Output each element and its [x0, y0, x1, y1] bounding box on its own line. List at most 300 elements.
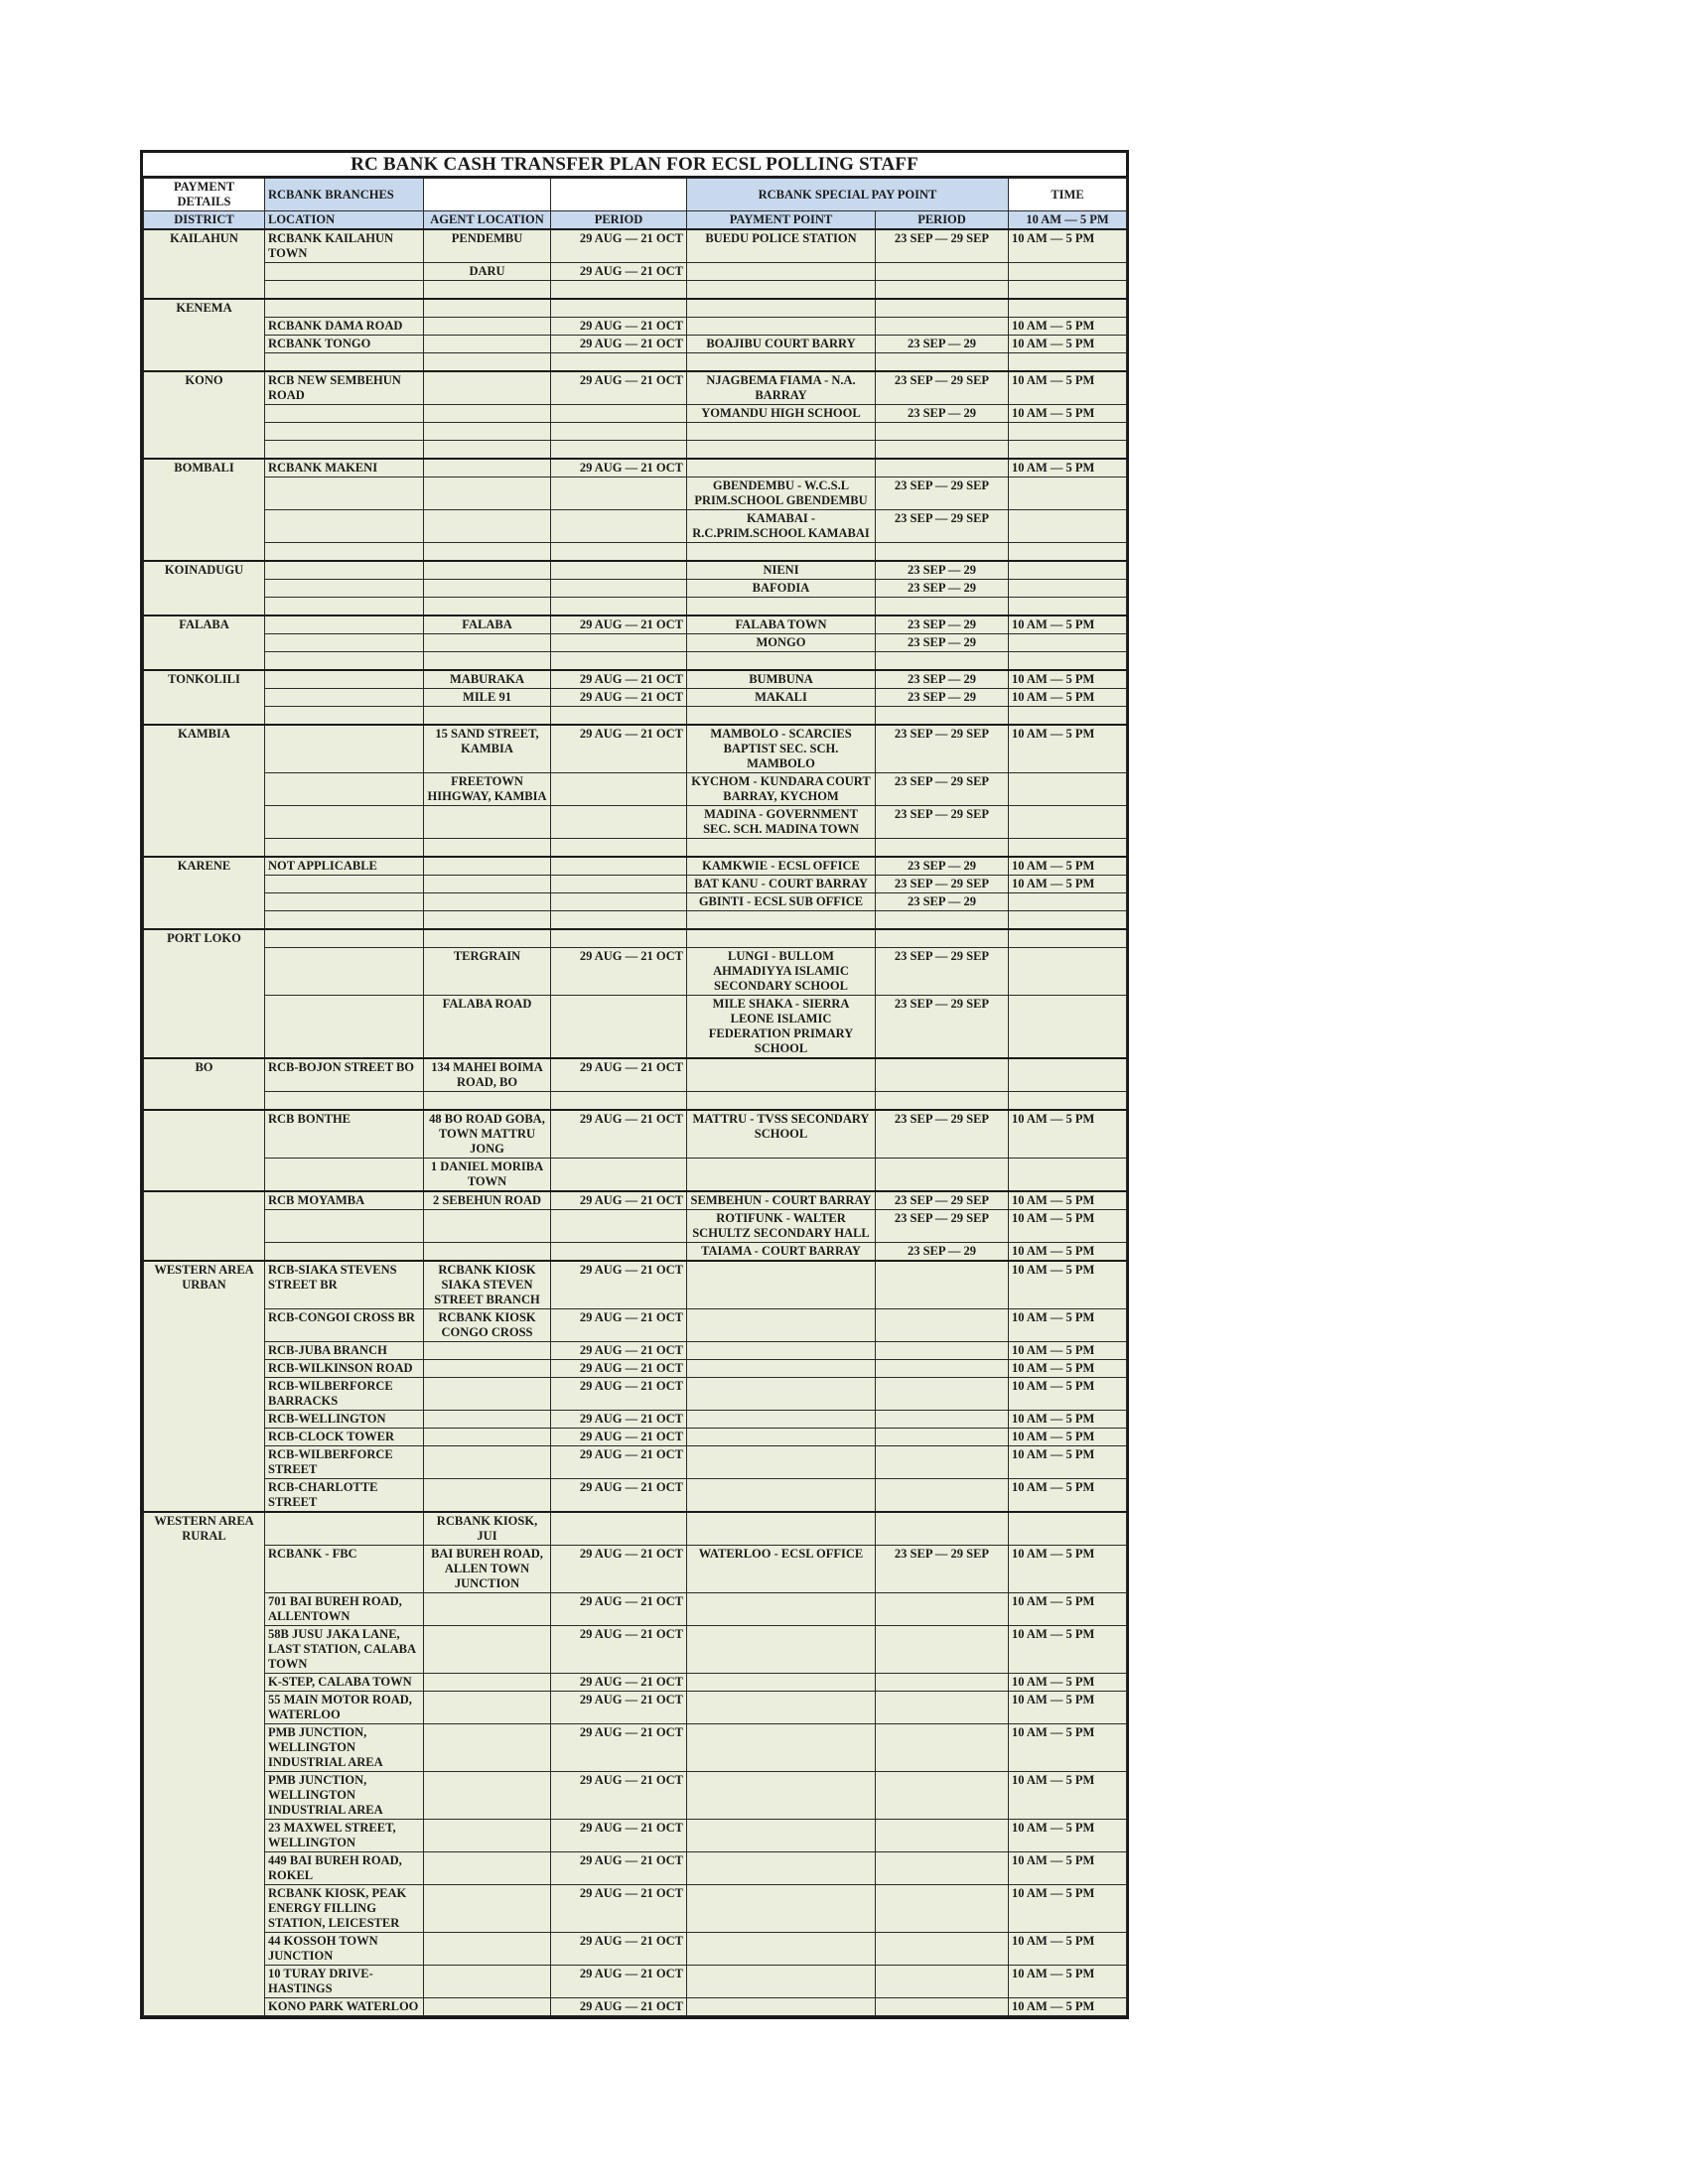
table-row: [144, 1210, 1127, 1243]
time-cell: 10 AM — 5 PM: [1009, 1110, 1127, 1159]
agent-location-cell: [424, 459, 551, 478]
agent-location-cell: [424, 911, 551, 930]
payment-point-cell: [687, 1360, 876, 1378]
table-row: [144, 876, 1127, 893]
agent-location-cell: [424, 1342, 551, 1360]
payment-point-cell: NIENI: [687, 561, 876, 580]
branch-location-cell: [265, 510, 424, 543]
table-row: [144, 1309, 1127, 1342]
payment-point-cell: [687, 1342, 876, 1360]
branch-location-cell: [265, 670, 424, 689]
payment-point-cell: [687, 707, 876, 726]
branch-location-cell: [265, 353, 424, 372]
branch-period-cell: [551, 773, 687, 806]
payment-point-cell: MILE SHAKA - SIERRA LEONE ISLAMIC FEDERATION PRIMARY SCHOOL: [687, 996, 876, 1059]
agent-location-cell: [424, 893, 551, 911]
table-row: [144, 371, 1127, 405]
payment-point-cell: MATTRU - TVSS SECONDARY SCHOOL: [687, 1110, 876, 1159]
agent-location-cell: [424, 876, 551, 893]
time-cell: [1009, 598, 1127, 616]
time-cell: [1009, 281, 1127, 300]
branch-location-cell: RCBANK TONGO: [265, 336, 424, 353]
branch-period-cell: [551, 876, 687, 893]
time-range-header: 10 AM — 5 PM: [1009, 211, 1127, 230]
branch-location-cell: [265, 423, 424, 441]
branch-location-cell: [265, 725, 424, 773]
branch-location-cell: RCBANK - FBC: [265, 1546, 424, 1593]
special-period-cell: 23 SEP — 29 SEP: [876, 371, 1009, 405]
table-row: [144, 1724, 1127, 1772]
table-row: [144, 543, 1127, 562]
branch-location-cell: [265, 441, 424, 460]
payment-point-cell: TAIAMA - COURT BARRAY: [687, 1243, 876, 1262]
payment-point-cell: MAKALI: [687, 689, 876, 707]
branch-location-cell: PMB JUNCTION, WELLINGTON INDUSTRIAL AREA: [265, 1724, 424, 1772]
branch-period-cell: [551, 543, 687, 562]
time-cell: [1009, 652, 1127, 671]
cash-transfer-plan-sheet: [140, 150, 1129, 2019]
district-cell: [144, 1110, 265, 1191]
agent-location-cell: [424, 478, 551, 510]
table-row: [144, 1820, 1127, 1852]
time-cell: [1009, 263, 1127, 281]
agent-location-header: AGENT LOCATION: [424, 211, 551, 230]
payment-point-header: PAYMENT POINT: [687, 211, 876, 230]
table-row: [144, 281, 1127, 300]
agent-location-cell: 1 DANIEL MORIBA TOWN: [424, 1159, 551, 1192]
branch-period-cell: 29 AUG — 21 OCT: [551, 689, 687, 707]
payment-point-cell: [687, 1966, 876, 1998]
special-period-cell: [876, 1360, 1009, 1378]
payment-point-cell: [687, 598, 876, 616]
branch-period-cell: 29 AUG — 21 OCT: [551, 263, 687, 281]
time-cell: [1009, 1512, 1127, 1546]
branch-location-cell: [265, 1210, 424, 1243]
agent-location-cell: [424, 580, 551, 598]
special-period-cell: 23 SEP — 29: [876, 634, 1009, 652]
branch-period-cell: [551, 652, 687, 671]
time-cell: 10 AM — 5 PM: [1009, 229, 1127, 263]
table-row: [144, 948, 1127, 996]
agent-location-cell: 2 SEBEHUN ROAD: [424, 1191, 551, 1210]
table-row: [144, 839, 1127, 858]
table-row: [144, 1191, 1127, 1210]
branch-period-cell: 29 AUG — 21 OCT: [551, 1360, 687, 1378]
table-row: [144, 561, 1127, 580]
branch-location-cell: RCB-WILBERFORCE STREET: [265, 1446, 424, 1479]
district-cell: FALABA: [144, 615, 265, 670]
table-row: [144, 996, 1127, 1059]
branch-location-cell: [265, 996, 424, 1059]
district-cell: WESTERN AREA URBAN: [144, 1261, 265, 1512]
special-period-cell: [876, 1159, 1009, 1192]
branch-location-cell: [265, 299, 424, 318]
branch-location-cell: RCB NEW SEMBEHUN ROAD: [265, 371, 424, 405]
special-period-cell: [876, 441, 1009, 460]
table-row: [144, 1342, 1127, 1360]
special-period-cell: [876, 299, 1009, 318]
payment-point-cell: [687, 318, 876, 336]
district-cell: BO: [144, 1058, 265, 1110]
agent-location-cell: [424, 371, 551, 405]
agent-location-cell: [424, 929, 551, 948]
special-period-cell: [876, 1058, 1009, 1092]
payment-point-cell: [687, 353, 876, 372]
payment-point-cell: [687, 1411, 876, 1429]
branch-location-cell: K-STEP, CALABA TOWN: [265, 1674, 424, 1692]
special-period-cell: [876, 281, 1009, 300]
agent-location-cell: [424, 839, 551, 858]
time-cell: 10 AM — 5 PM: [1009, 1243, 1127, 1262]
payment-point-cell: BOAJIBU COURT BARRY: [687, 336, 876, 353]
time-cell: 10 AM — 5 PM: [1009, 670, 1127, 689]
table-row: [144, 893, 1127, 911]
payment-point-cell: [687, 543, 876, 562]
agent-location-cell: [424, 281, 551, 300]
time-cell: [1009, 707, 1127, 726]
agent-location-cell: PENDEMBU: [424, 229, 551, 263]
agent-location-cell: [424, 318, 551, 336]
branch-period-cell: 29 AUG — 21 OCT: [551, 615, 687, 634]
table-row: [144, 318, 1127, 336]
time-cell: [1009, 839, 1127, 858]
payment-point-cell: FALABA TOWN: [687, 615, 876, 634]
branch-location-cell: RCB-JUBA BRANCH: [265, 1342, 424, 1360]
agent-location-cell: [424, 423, 551, 441]
special-period-cell: [876, 353, 1009, 372]
table-row: [144, 1479, 1127, 1513]
agent-location-cell: [424, 1885, 551, 1933]
branch-period-cell: 29 AUG — 21 OCT: [551, 1342, 687, 1360]
special-period-cell: 23 SEP — 29 SEP: [876, 1110, 1009, 1159]
branch-location-cell: 55 MAIN MOTOR ROAD, WATERLOO: [265, 1692, 424, 1724]
branch-period-cell: 29 AUG — 21 OCT: [551, 371, 687, 405]
branch-location-cell: RCBANK DAMA ROAD: [265, 318, 424, 336]
agent-location-cell: DARU: [424, 263, 551, 281]
agent-location-cell: [424, 1852, 551, 1885]
branch-period-cell: 29 AUG — 21 OCT: [551, 1378, 687, 1411]
agent-location-cell: RCBANK KIOSK SIAKA STEVEN STREET BRANCH: [424, 1261, 551, 1309]
payment-point-cell: MONGO: [687, 634, 876, 652]
special-period-cell: 23 SEP — 29: [876, 405, 1009, 423]
special-period-cell: [876, 1261, 1009, 1309]
agent-location-cell: [424, 299, 551, 318]
time-cell: 10 AM — 5 PM: [1009, 318, 1127, 336]
branch-location-cell: RCB BONTHE: [265, 1110, 424, 1159]
payment-point-cell: [687, 1446, 876, 1479]
agent-location-cell: [424, 353, 551, 372]
time-cell: [1009, 806, 1127, 839]
time-cell: [1009, 929, 1127, 948]
special-period-cell: 23 SEP — 29 SEP: [876, 773, 1009, 806]
branch-period-cell: 29 AUG — 21 OCT: [551, 459, 687, 478]
table-row: [144, 353, 1127, 372]
table-row: [144, 1429, 1127, 1446]
special-period-cell: [876, 652, 1009, 671]
time-cell: 10 AM — 5 PM: [1009, 1210, 1127, 1243]
branch-location-cell: RCB-WELLINGTON: [265, 1411, 424, 1429]
branch-period-cell: 29 AUG — 21 OCT: [551, 1593, 687, 1626]
time-cell: 10 AM — 5 PM: [1009, 1674, 1127, 1692]
time-cell: [1009, 1092, 1127, 1111]
branch-period-cell: [551, 441, 687, 460]
agent-location-cell: [424, 561, 551, 580]
agent-location-cell: [424, 1360, 551, 1378]
time-cell: [1009, 353, 1127, 372]
time-cell: 10 AM — 5 PM: [1009, 459, 1127, 478]
time-cell: 10 AM — 5 PM: [1009, 1692, 1127, 1724]
branch-period-cell: 29 AUG — 21 OCT: [551, 670, 687, 689]
payment-point-cell: [687, 1852, 876, 1885]
table-row: [144, 773, 1127, 806]
time-cell: 10 AM — 5 PM: [1009, 336, 1127, 353]
payment-point-cell: [687, 1933, 876, 1966]
branch-location-cell: RCB-BOJON STREET BO: [265, 1058, 424, 1092]
table-row: [144, 929, 1127, 948]
table-row: [144, 1411, 1127, 1429]
blank-header-cell: [551, 179, 687, 211]
district-cell: KAILAHUN: [144, 229, 265, 299]
branch-period-cell: 29 AUG — 21 OCT: [551, 229, 687, 263]
district-header: DISTRICT: [144, 211, 265, 230]
time-cell: 10 AM — 5 PM: [1009, 857, 1127, 876]
payment-point-cell: [687, 1092, 876, 1111]
branch-period-cell: [551, 1159, 687, 1192]
special-period-cell: [876, 423, 1009, 441]
branch-location-cell: [265, 893, 424, 911]
branch-period-cell: 29 AUG — 21 OCT: [551, 1724, 687, 1772]
subheader-row: [144, 211, 1127, 230]
payment-point-cell: KAMABAI - R.C.PRIM.SCHOOL KAMABAI: [687, 510, 876, 543]
payment-point-cell: [687, 652, 876, 671]
plan-body: [144, 229, 1127, 2016]
branch-period-cell: 29 AUG — 21 OCT: [551, 1966, 687, 1998]
district-cell: WESTERN AREA RURAL: [144, 1512, 265, 2016]
special-period-cell: [876, 1772, 1009, 1820]
branch-location-cell: 10 TURAY DRIVE-HASTINGS: [265, 1966, 424, 1998]
table-row: [144, 1261, 1127, 1309]
time-header: TIME: [1009, 179, 1127, 211]
payment-point-cell: [687, 1998, 876, 2016]
payment-point-cell: BAT KANU - COURT BARRAY: [687, 876, 876, 893]
special-period-cell: [876, 598, 1009, 616]
payment-point-cell: YOMANDU HIGH SCHOOL: [687, 405, 876, 423]
agent-location-cell: [424, 1446, 551, 1479]
time-cell: [1009, 1058, 1127, 1092]
branch-period-cell: 29 AUG — 21 OCT: [551, 1820, 687, 1852]
time-cell: [1009, 423, 1127, 441]
branch-period-cell: [551, 478, 687, 510]
table-row: [144, 336, 1127, 353]
branch-location-cell: RCB-SIAKA STEVENS STREET BR: [265, 1261, 424, 1309]
table-row: [144, 1885, 1127, 1933]
payment-point-cell: [687, 1159, 876, 1192]
payment-point-cell: [687, 911, 876, 930]
special-period-cell: [876, 263, 1009, 281]
branch-period-cell: 29 AUG — 21 OCT: [551, 1852, 687, 1885]
special-period-cell: 23 SEP — 29: [876, 1243, 1009, 1262]
table-row: [144, 299, 1127, 318]
special-period-cell: 23 SEP — 29: [876, 857, 1009, 876]
branch-location-cell: RCB MOYAMBA: [265, 1191, 424, 1210]
special-period-cell: 23 SEP — 29 SEP: [876, 510, 1009, 543]
payment-point-cell: [687, 1626, 876, 1674]
special-period-cell: [876, 929, 1009, 948]
branch-location-cell: [265, 911, 424, 930]
payment-point-cell: [687, 1512, 876, 1546]
agent-location-cell: [424, 1479, 551, 1513]
special-period-cell: 23 SEP — 29 SEP: [876, 478, 1009, 510]
payment-point-cell: [687, 929, 876, 948]
payment-point-cell: GBINTI - ECSL SUB OFFICE: [687, 893, 876, 911]
special-period-cell: 23 SEP — 29: [876, 561, 1009, 580]
table-row: [144, 1966, 1127, 1998]
table-row: [144, 1998, 1127, 2016]
branch-period-cell: 29 AUG — 21 OCT: [551, 1479, 687, 1513]
payment-point-cell: [687, 1692, 876, 1724]
table-row: [144, 478, 1127, 510]
special-period-cell: 23 SEP — 29: [876, 580, 1009, 598]
branch-period-cell: [551, 1210, 687, 1243]
branch-location-cell: RCBANK KAILAHUN TOWN: [265, 229, 424, 263]
special-period-cell: [876, 1309, 1009, 1342]
special-period-cell: [876, 1342, 1009, 1360]
special-period-cell: [876, 1885, 1009, 1933]
payment-point-cell: MADINA - GOVERNMENT SEC. SCH. MADINA TOWN: [687, 806, 876, 839]
branch-period-cell: 29 AUG — 21 OCT: [551, 1429, 687, 1446]
branch-location-cell: 701 BAI BUREH ROAD, ALLENTOWN: [265, 1593, 424, 1626]
special-period-cell: [876, 1998, 1009, 2016]
branch-period-cell: [551, 806, 687, 839]
payment-point-cell: MAMBOLO - SCARCIES BAPTIST SEC. SCH. MAMBOLO: [687, 725, 876, 773]
branch-location-cell: RCB-WILBERFORCE BARRACKS: [265, 1378, 424, 1411]
payment-details-header: PAYMENT DETAILS: [144, 179, 265, 211]
special-period-cell: [876, 839, 1009, 858]
special-period-cell: 23 SEP — 29 SEP: [876, 996, 1009, 1059]
agent-location-cell: [424, 1724, 551, 1772]
branch-period-cell: 29 AUG — 21 OCT: [551, 725, 687, 773]
time-cell: 10 AM — 5 PM: [1009, 371, 1127, 405]
payment-point-cell: GBENDEMBU - W.C.S.L PRIM.SCHOOL GBENDEMBU: [687, 478, 876, 510]
special-period-cell: 23 SEP — 29 SEP: [876, 876, 1009, 893]
special-period-cell: 23 SEP — 29: [876, 689, 1009, 707]
plan-table: [143, 178, 1127, 2016]
branch-location-cell: RCBANK MAKENI: [265, 459, 424, 478]
table-row: [144, 1852, 1127, 1885]
time-cell: [1009, 1159, 1127, 1192]
payment-point-cell: [687, 1724, 876, 1772]
time-cell: [1009, 773, 1127, 806]
special-pay-point-header: RCBANK SPECIAL PAY POINT: [687, 179, 1009, 211]
table-row: [144, 911, 1127, 930]
branch-period-cell: 29 AUG — 21 OCT: [551, 1772, 687, 1820]
branch-location-cell: [265, 1159, 424, 1192]
branch-period-cell: [551, 510, 687, 543]
payment-point-cell: [687, 263, 876, 281]
table-row: [144, 707, 1127, 726]
branch-location-cell: [265, 652, 424, 671]
special-period-cell: [876, 911, 1009, 930]
table-row: [144, 1674, 1127, 1692]
branch-period-cell: [551, 561, 687, 580]
branch-location-cell: [265, 263, 424, 281]
branch-location-cell: [265, 543, 424, 562]
location-header: LOCATION: [265, 211, 424, 230]
time-cell: [1009, 996, 1127, 1059]
branch-period-cell: 29 AUG — 21 OCT: [551, 1674, 687, 1692]
branch-location-cell: [265, 929, 424, 948]
time-cell: 10 AM — 5 PM: [1009, 1342, 1127, 1360]
table-row: [144, 263, 1127, 281]
payment-point-cell: [687, 459, 876, 478]
agent-location-cell: MILE 91: [424, 689, 551, 707]
district-cell: KOINADUGU: [144, 561, 265, 615]
agent-location-cell: 15 SAND STREET, KAMBIA: [424, 725, 551, 773]
table-row: [144, 1110, 1127, 1159]
branch-period-cell: [551, 281, 687, 300]
agent-location-cell: [424, 543, 551, 562]
special-period-cell: [876, 1820, 1009, 1852]
branch-period-cell: [551, 707, 687, 726]
special-period-cell: 23 SEP — 29 SEP: [876, 1546, 1009, 1593]
time-cell: 10 AM — 5 PM: [1009, 689, 1127, 707]
branch-period-cell: [551, 1092, 687, 1111]
agent-location-cell: [424, 806, 551, 839]
branch-location-cell: [265, 478, 424, 510]
table-row: [144, 615, 1127, 634]
agent-location-cell: [424, 1243, 551, 1262]
branch-period-cell: 29 AUG — 21 OCT: [551, 1446, 687, 1479]
table-row: [144, 652, 1127, 671]
special-period-cell: [876, 1593, 1009, 1626]
table-row: [144, 1159, 1127, 1192]
special-period-cell: [876, 707, 1009, 726]
branch-period-cell: [551, 580, 687, 598]
time-cell: 10 AM — 5 PM: [1009, 1429, 1127, 1446]
branch-period-cell: 29 AUG — 21 OCT: [551, 1692, 687, 1724]
special-period-cell: 23 SEP — 29: [876, 615, 1009, 634]
branch-location-cell: [265, 561, 424, 580]
branch-location-cell: [265, 948, 424, 996]
payment-point-cell: KAMKWIE - ECSL OFFICE: [687, 857, 876, 876]
agent-location-cell: [424, 441, 551, 460]
special-period-cell: [876, 1724, 1009, 1772]
payment-point-cell: NJAGBEMA FIAMA - N.A. BARRAY: [687, 371, 876, 405]
page-title: RC BANK CASH TRANSFER PLAN FOR ECSL POLLING STAFF: [143, 153, 1126, 178]
agent-location-cell: [424, 405, 551, 423]
payment-point-cell: [687, 1674, 876, 1692]
special-period-header: PERIOD: [876, 211, 1009, 230]
special-period-cell: [876, 1429, 1009, 1446]
payment-point-cell: KYCHOM - KUNDARA COURT BARRAY, KYCHOM: [687, 773, 876, 806]
branch-location-cell: [265, 773, 424, 806]
table-row: [144, 1058, 1127, 1092]
time-cell: 10 AM — 5 PM: [1009, 1966, 1127, 1998]
branch-location-cell: [265, 1092, 424, 1111]
payment-point-cell: [687, 1772, 876, 1820]
time-cell: 10 AM — 5 PM: [1009, 1411, 1127, 1429]
branch-location-cell: KONO PARK WATERLOO: [265, 1998, 424, 2016]
district-cell: BOMBALI: [144, 459, 265, 561]
time-cell: 10 AM — 5 PM: [1009, 1479, 1127, 1513]
district-cell: TONKOLILI: [144, 670, 265, 725]
table-row: [144, 441, 1127, 460]
payment-point-cell: [687, 1885, 876, 1933]
branch-location-cell: 44 KOSSOH TOWN JUNCTION: [265, 1933, 424, 1966]
table-row: [144, 598, 1127, 616]
branch-location-cell: [265, 580, 424, 598]
branch-location-cell: RCBANK KIOSK, PEAK ENERGY FILLING STATION, LEICESTER: [265, 1885, 424, 1933]
